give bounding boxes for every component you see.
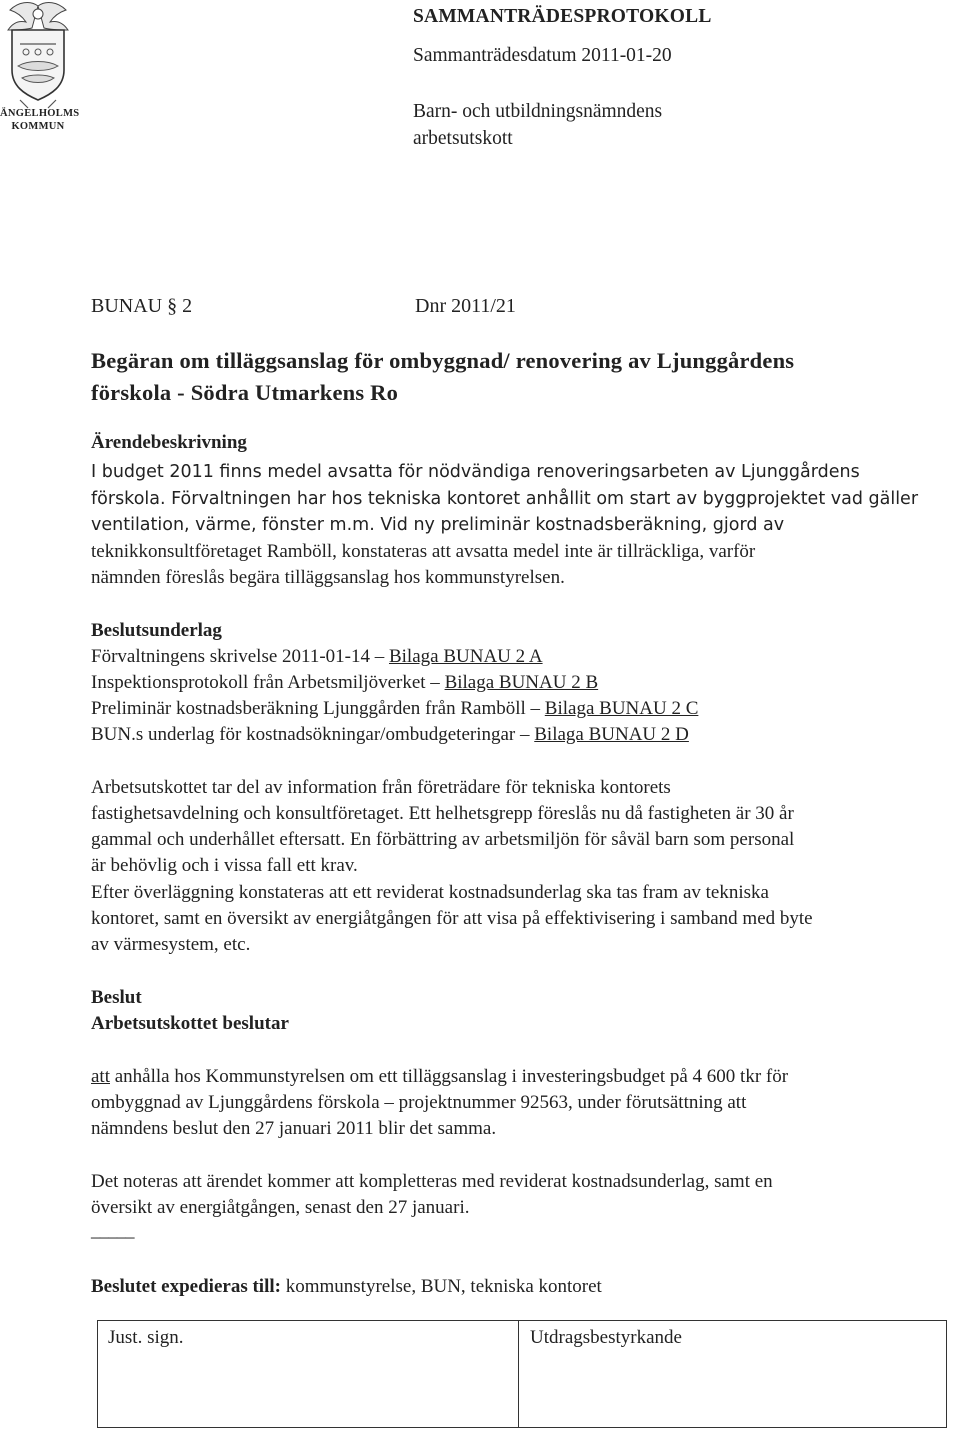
just-sign-label: Just. sign. xyxy=(108,1327,184,1348)
utdragsbestyrkande-label: Utdragsbestyrkande xyxy=(530,1327,682,1348)
underlag-item xyxy=(91,724,689,746)
expedieras xyxy=(91,1276,602,1298)
discussion-line: Arbetsutskottet tar del av information från företrädare för tekniska kontorets xyxy=(91,777,671,798)
underlag-item-text: Förvaltningens skrivelse 2011-01-14 – xyxy=(91,646,389,667)
dnr: Dnr 2011/21 xyxy=(415,295,516,317)
arende-heading: Ärendebeskrivning xyxy=(91,432,247,453)
attachment-link-d[interactable]: Bilaga BUNAU 2 D xyxy=(534,724,689,745)
discussion-line: kontoret, samt en översikt av energiåtgången för att visa på effektivisering i samband med byte xyxy=(91,908,813,929)
note-line2: översikt av energiåtgången, senast den 27 januari. xyxy=(91,1197,470,1218)
logo-caption-line1: ÄNGELHOLMS xyxy=(0,108,80,119)
arende-line: nämnden föreslås begära tilläggsanslag hos kommunstyrelsen. xyxy=(91,567,565,588)
arende-line: I budget 2011 finns medel avsatta för nödvändiga renoveringsarbeten av Ljunggårdens xyxy=(91,462,860,482)
underlag-item xyxy=(91,646,543,668)
beslut-line3: nämndens beslut den 27 januari 2011 blir det samma. xyxy=(91,1118,497,1139)
beslut-line1 xyxy=(91,1066,788,1088)
expedieras-label: Beslutet expedieras till: xyxy=(91,1276,281,1297)
meeting-date: Sammanträdesdatum 2011-01-20 xyxy=(413,45,672,66)
attachment-link-a[interactable]: Bilaga BUNAU 2 A xyxy=(388,646,543,667)
underlag-item-text: BUN.s underlag för kostnadsökningar/ombudgeteringar – xyxy=(91,724,535,745)
discussion-line: fastighetsavdelning och konsultföretaget. Ett helhetsgrepp föreslås nu då fastigheten är 30 år xyxy=(91,803,794,824)
arende-line: ventilation, värme, fönster m.m. Vid ny preliminär kostnadsberäkning, gjord av xyxy=(91,515,785,535)
committee-line1: Barn- och utbildningsnämndens xyxy=(413,101,663,122)
logo-caption-line2: KOMMUN xyxy=(11,121,65,132)
arende-line: förskola. Förvaltningen har hos tekniska kontoret anhållit om start av byggprojektet vad gäller xyxy=(91,489,919,509)
underlag-item-text: Preliminär kostnadsberäkning Ljunggården från Ramböll – xyxy=(91,698,545,719)
attachment-link-c[interactable]: Bilaga BUNAU 2 C xyxy=(544,698,699,719)
discussion-line: av värmesystem, etc. xyxy=(91,934,251,955)
arende-line: teknikkonsultföretaget Ramböll, konstateras att avsatta medel inte är tillräckliga, varför xyxy=(91,541,756,562)
underlag-item xyxy=(91,672,598,694)
underlag-item xyxy=(91,698,698,720)
case-title-line1: Begäran om tilläggsanslag för ombyggnad/ renovering av Ljunggårdens xyxy=(91,348,795,373)
signature-box xyxy=(97,1320,947,1428)
discussion-line: gammal och underhållet eftersatt. En förbättring av arbetsmiljön för såväl barn som personal xyxy=(91,829,795,850)
case-number: BUNAU § 2 xyxy=(91,295,193,317)
underlag-heading: Beslutsunderlag xyxy=(91,620,222,641)
protocol-title: SAMMANTRÄDESPROTOKOLL xyxy=(413,6,712,27)
signature-divider xyxy=(518,1321,519,1427)
beslut-heading: Beslut xyxy=(91,987,142,1008)
expedieras-recipients: kommunstyrelse, BUN, tekniska kontoret xyxy=(280,1276,602,1297)
committee-line2: arbetsutskott xyxy=(413,128,513,149)
discussion-line: Efter överläggning konstateras att ett reviderat kostnadsunderlag ska tas fram av tekniska xyxy=(91,882,769,903)
beslut-subheading: Arbetsutskottet beslutar xyxy=(91,1013,289,1034)
note-line1: Det noteras att ärendet kommer att kompletteras med reviderat kostnadsunderlag, samt en xyxy=(91,1171,773,1192)
discussion-line: är behövlig och i vissa fall ett krav. xyxy=(91,855,358,876)
case-title-line2: förskola - Södra Utmarkens Ro xyxy=(91,380,399,405)
separator-rule: _____ xyxy=(91,1220,134,1241)
att-word: att xyxy=(91,1066,110,1087)
attachment-link-b[interactable]: Bilaga BUNAU 2 B xyxy=(444,672,599,693)
underlag-item-text: Inspektionsprotokoll från Arbetsmiljöverket – xyxy=(91,672,445,693)
beslut-line1-text: anhålla hos Kommunstyrelsen om ett tilläggsanslag i investeringsbudget på 4 600 tkr för xyxy=(110,1066,789,1087)
beslut-line2: ombyggnad av Ljunggårdens förskola – projektnummer 92563, under förutsättning att xyxy=(91,1092,747,1113)
